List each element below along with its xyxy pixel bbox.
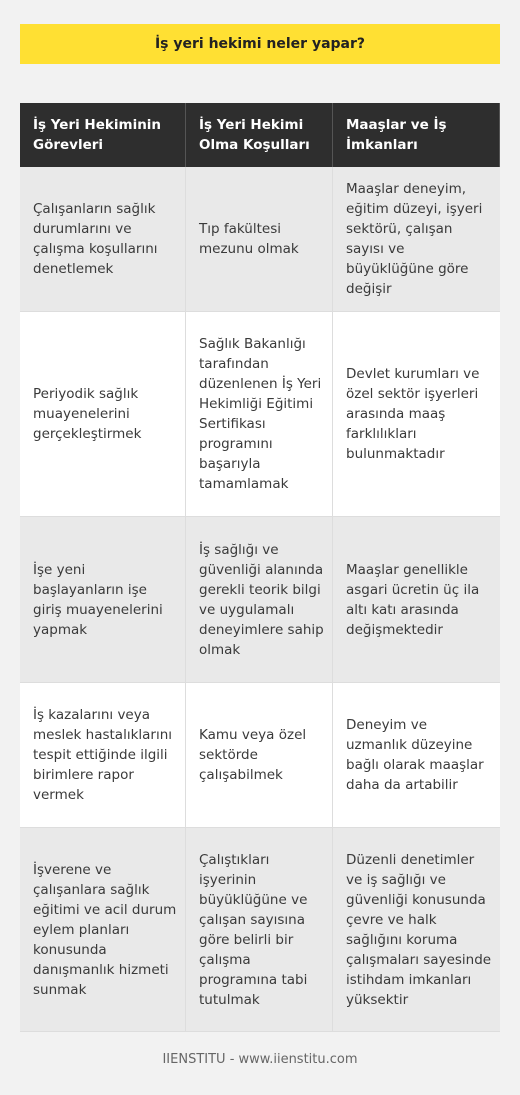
table-cell: Maaşlar deneyim, eğitim düzeyi, işyeri sektörü, çalışan sayısı ve büyüklüğüne göre değişir <box>333 167 500 312</box>
table-cell: Devlet kurumları ve özel sektör işyerleri arasında maaş farklılıkları bulunmaktadır <box>333 312 500 517</box>
table-cell: İş kazalarını veya meslek hastalıklarını tespit ettiğinde ilgili birimlere rapor vermek <box>20 683 186 828</box>
table-cell: Düzenli denetimler ve iş sağlığı ve güvenliği konusunda çevre ve halk sağlığını koruma çalışmaları sayesinde istihdam imkanları yüksektir <box>333 828 500 1032</box>
column-header-requirements: İş Yeri Hekimi Olma Koşulları <box>186 103 333 167</box>
column-header-salaries: Maaşlar ve İş İmkanları <box>333 103 500 167</box>
table-cell: Maaşlar genellikle asgari ücretin üç ila altı katı arasında değişmektedir <box>333 517 500 683</box>
table-cell: Periyodik sağlık muayenelerini gerçekleştirmek <box>20 312 186 517</box>
footer-credit: IIENSTITU - www.iienstitu.com <box>162 1052 358 1067</box>
table-cell: İşverene ve çalışanlara sağlık eğitimi ve acil durum eylem planları konusunda danışmanlık hizmeti sunmak <box>20 828 186 1032</box>
table-cell: Deneyim ve uzmanlık düzeyine bağlı olarak maaşlar daha da artabilir <box>333 683 500 828</box>
table-cell: Tıp fakültesi mezunu olmak <box>186 167 333 312</box>
page-title: İş yeri hekimi neler yapar? <box>20 24 500 64</box>
table-cell: Çalıştıkları işyerinin büyüklüğüne ve çalışan sayısına göre belirli bir çalışma programına tabi tutulmak <box>186 828 333 1032</box>
column-header-duties: İş Yeri Hekiminin Görevleri <box>20 103 186 167</box>
table-cell: İş sağlığı ve güvenliği alanında gerekli teorik bilgi ve uygulamalı deneyimlere sahip olmak <box>186 517 333 683</box>
table-cell: Sağlık Bakanlığı tarafından düzenlenen İş Yeri Hekimliği Eğitimi Sertifikası programını başarıyla tamamlamak <box>186 312 333 517</box>
table-cell: Çalışanların sağlık durumlarını ve çalışma koşullarını denetlemek <box>20 167 186 312</box>
info-table <box>20 103 500 1032</box>
table-cell: İşe yeni başlayanların işe giriş muayenelerini yapmak <box>20 517 186 683</box>
table-cell: Kamu veya özel sektörde çalışabilmek <box>186 683 333 828</box>
